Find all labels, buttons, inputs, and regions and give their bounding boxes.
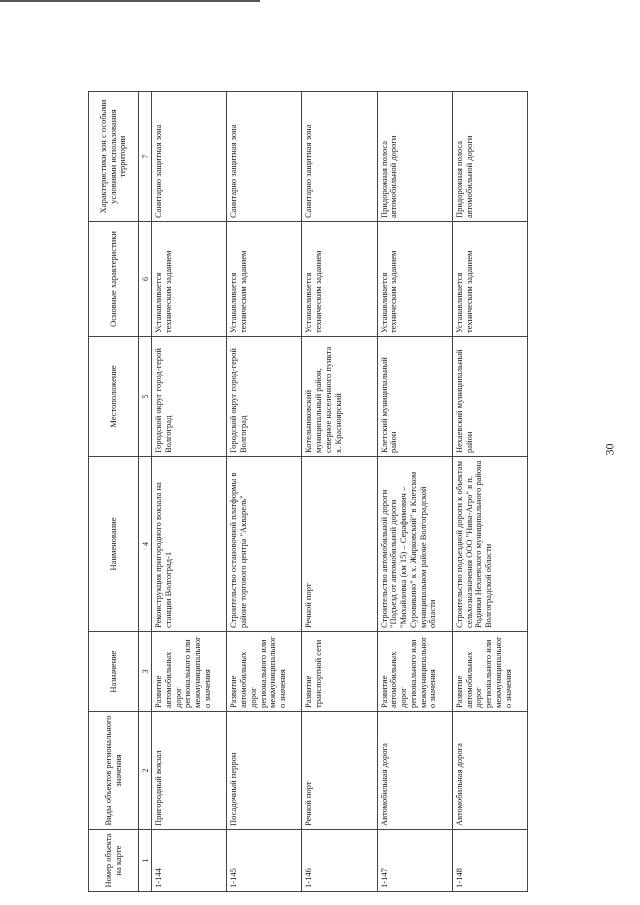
cell-type: Пригородный вокзал: [152, 712, 227, 830]
cell-location: Котельниковский муниципальный район, северное населенного пункта х. Красноярский: [302, 337, 377, 457]
cell-type: Автомобильная дорога: [377, 712, 452, 830]
header-characteristics: Основные характеристики: [89, 222, 139, 337]
column-number: 2: [139, 712, 152, 830]
cell-purpose: Развитие автомобильных дорог регионального или межмуниципального значения: [377, 632, 452, 712]
cell-location: Клетский муниципальный район: [377, 337, 452, 457]
page-number: 30: [602, 443, 617, 456]
cell-zones: Придорожная полоса автомобильной дороги: [377, 92, 452, 222]
cell-type: Автомобильная дорога: [452, 712, 527, 830]
column-number: 3: [139, 632, 152, 712]
table-container: [88, 92, 528, 892]
table-row: [377, 92, 452, 892]
cell-type: Речной порт: [302, 712, 377, 830]
table-row: [452, 92, 527, 892]
cell-purpose: Развитие автомобильных дорог регионального или межмуниципального значения: [152, 632, 227, 712]
table-row: [152, 92, 227, 892]
column-number-row: [139, 92, 152, 892]
cell-name: Строительство остановочной платформы в районе торгового центра "Акварель": [227, 457, 302, 632]
cell-number: 1-145: [227, 830, 302, 892]
cell-location: Городской округ город-герой Волгоград: [227, 337, 302, 457]
table-header-row: [89, 92, 139, 892]
objects-table: [88, 91, 528, 892]
cell-purpose: Развитие транспортной сети: [302, 632, 377, 712]
header-name: Наименование: [89, 457, 139, 632]
cell-number: 1-146: [302, 830, 377, 892]
cell-characteristics: Устанавливается техническим заданием: [302, 222, 377, 337]
cell-zones: Санитарно защитная зона: [227, 92, 302, 222]
header-location: Местоположение: [89, 337, 139, 457]
column-number: 1: [139, 830, 152, 892]
cell-name: Речной порт: [302, 457, 377, 632]
cell-type: Посадочный перрон: [227, 712, 302, 830]
cell-name: Реконструкция пригородного вокзала на станции Волгоград-1: [152, 457, 227, 632]
cell-zones: Санитарно защитная зона: [152, 92, 227, 222]
column-number: 7: [139, 92, 152, 222]
header-type: Виды объектов регионального значения: [89, 712, 139, 830]
cell-zones: Санитарно защитная зона: [302, 92, 377, 222]
table-row: [302, 92, 377, 892]
cell-zones: Придорожная полоса автомобильной дороги: [452, 92, 527, 222]
cell-location: Городской округ город-герой Волгоград: [152, 337, 227, 457]
header-purpose: Назначение: [89, 632, 139, 712]
header-zones: Характеристики зон с особыми условиями использования территории: [89, 92, 139, 222]
cell-name: Строительство автомобильной дороги "Подъезд от автомобильной дороги "Михайловка (км 15) – Серафимович – Суровикино" к х. Жирковский" в Клетском муниципальном районе Волгоградской области: [377, 457, 452, 632]
cell-name: Строительство подъездной дороги к объектам сельхозназначения ООО "Нива-Агро" в п. Родники Нехаевского муниципального района Волгоградской области: [452, 457, 527, 632]
cell-characteristics: Устанавливается техническим заданием: [227, 222, 302, 337]
cell-number: 1-144: [152, 830, 227, 892]
cell-characteristics: Устанавливается техническим заданием: [452, 222, 527, 337]
cell-number: 1-148: [452, 830, 527, 892]
column-number: 5: [139, 337, 152, 457]
column-number: 4: [139, 457, 152, 632]
cell-purpose: Развитие автомобильных дорог регионального или межмуниципального значения: [452, 632, 527, 712]
header-number: Номер объекта на карте: [89, 830, 139, 892]
column-number: 6: [139, 222, 152, 337]
cell-location: Нехаевский муниципальный район: [452, 337, 527, 457]
top-rule: [0, 0, 260, 2]
cell-number: 1-147: [377, 830, 452, 892]
table-row: [227, 92, 302, 892]
cell-purpose: Развитие автомобильных дорог регионального или межмуниципального значения: [227, 632, 302, 712]
cell-characteristics: Устанавливается техническим заданием: [152, 222, 227, 337]
cell-characteristics: Устанавливается техническим заданием: [377, 222, 452, 337]
